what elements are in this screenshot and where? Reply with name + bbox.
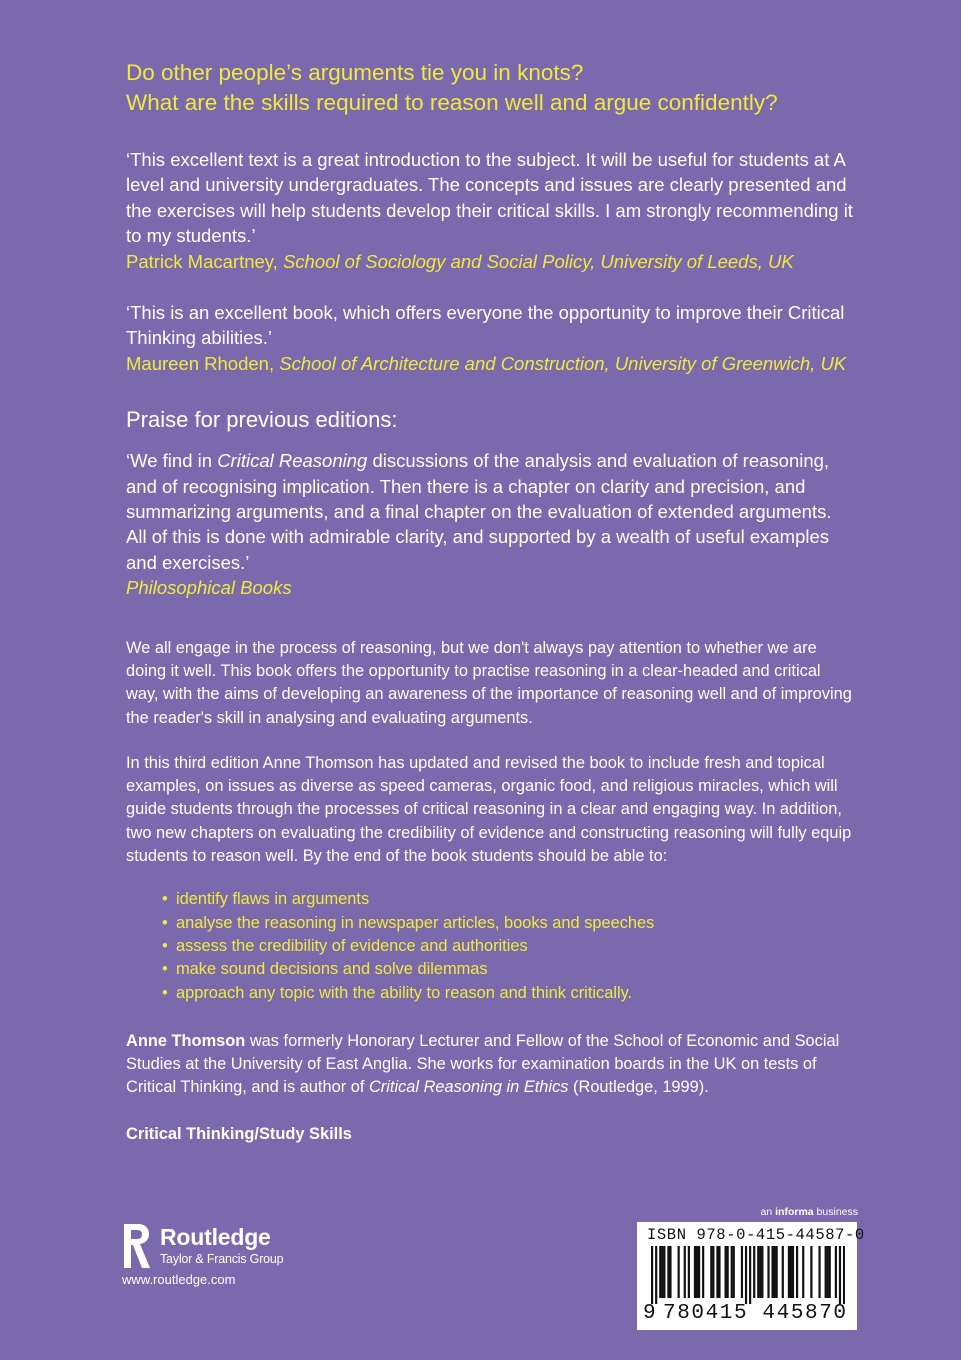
barcode-bar: [759, 1246, 761, 1298]
barcode-bar: [839, 1246, 841, 1304]
author-bio: [126, 1030, 856, 1100]
barcode-bar: [749, 1246, 751, 1304]
informa-business-label: [761, 1206, 858, 1218]
barcode-bar: [727, 1246, 729, 1298]
barcode-bar: [716, 1246, 718, 1298]
testimonial-attribution-2: [126, 351, 856, 376]
barcode-lead-digit: 9: [643, 1302, 656, 1325]
praise-quote-rest: discussions of the analysis and evaluation of reasoning, and of recognising implication. Then there is a chapter on clarity and precision, and summarizing arguments, and a final chapter on the evaluation of extended arguments. All of this is done with admirable clarity, and supported by a wealth of useful examples and exercises.’: [126, 450, 832, 573]
barcode-bar: [684, 1246, 686, 1298]
barcode-bar: [835, 1246, 837, 1298]
list-item-text: assess the credibility of evidence and authorities: [176, 936, 528, 955]
list-item: [162, 958, 856, 981]
headline-line-2: What are the skills required to reason well and argue confidently?: [126, 90, 778, 115]
barcode-bar: [829, 1246, 831, 1298]
barcode-bar: [771, 1246, 773, 1298]
barcode-bar: [788, 1246, 790, 1298]
praise-quote-title: Critical Reasoning: [217, 450, 368, 472]
bullet-icon: •: [162, 913, 168, 932]
testimonial-attribution-1: [126, 249, 856, 274]
barcode-bar: [710, 1246, 712, 1298]
barcode-bar: [712, 1246, 714, 1298]
list-item: [162, 888, 856, 911]
barcode-bar: [776, 1246, 778, 1298]
testimonial-name-1: Patrick Macartney,: [126, 250, 283, 272]
author-name: Anne Thomson: [126, 1031, 246, 1050]
barcode-bar: [651, 1246, 653, 1304]
barcode-bar: [843, 1246, 845, 1304]
headline-line-1: Do other people’s arguments tie you in knots?: [126, 60, 584, 85]
barcode-bar: [733, 1246, 735, 1298]
praise-quote-start: ‘We find in: [126, 450, 218, 472]
subject-category: Critical Thinking/Study Skills: [126, 1124, 352, 1143]
isbn-barcode: [637, 1222, 865, 1330]
barcode-bar: [741, 1246, 743, 1298]
informa-brand: informa: [775, 1206, 814, 1218]
barcode-bar: [667, 1246, 669, 1298]
testimonial-affiliation-1: School of Sociology and Social Policy, University of Leeds, UK: [282, 250, 794, 272]
barcode-bar: [796, 1246, 798, 1298]
testimonial-affiliation-2: School of Architecture and Construction, University of Greenwich, UK: [279, 352, 847, 374]
author-bio-end: (Routledge, 1999).: [568, 1078, 709, 1097]
barcode-bar: [810, 1246, 812, 1298]
bullet-icon: •: [162, 960, 168, 979]
barcode-bar: [825, 1246, 827, 1298]
description-paragraph-1: We all engage in the process of reasoning, but we don't always pay attention to whether we are doing it well. This book offers the opportunity to practise reasoning in a clear-headed and critical way, with the aims of developing an awareness of the importance of reasoning well and of improving the reader's skill in analysing and evaluating arguments.: [126, 638, 852, 727]
barcode-bar: [698, 1246, 700, 1298]
publisher-group: Taylor & Francis Group: [160, 1252, 284, 1266]
publisher-url: www.routledge.com: [122, 1272, 236, 1287]
learning-outcomes-list: [126, 888, 856, 1004]
praise-quote: [126, 448, 856, 575]
barcode-bar: [802, 1246, 804, 1298]
list-item: [162, 912, 856, 935]
barcode-bar: [669, 1246, 671, 1298]
informa-prefix: an: [760, 1206, 776, 1218]
praise-source-title: Philosophical Books: [126, 577, 292, 599]
barcode-bar: [774, 1246, 776, 1298]
list-item-text: approach any topic with the ability to reason and think critically.: [176, 983, 633, 1002]
barcode-bar: [659, 1246, 661, 1298]
description-paragraph-2: In this third edition Anne Thomson has updated and revised the book to include fresh and topical examples, on issues as diverse as speed cameras, organic food, and religious miracles, which will guide students through the processes of critical reasoning in a clear and engaging way. In addition, two new chapters on evaluating the credibility of evidence and constructing reasoning will fully equip students to reason well. By the end of the book students should be able to:: [126, 753, 852, 866]
barcode-bar: [818, 1246, 820, 1298]
barcode-bar: [661, 1246, 663, 1298]
barcode-bar: [745, 1246, 747, 1304]
barcode-bars: [651, 1246, 845, 1304]
informa-suffix: business: [813, 1206, 858, 1218]
author-bio-start: was formerly Honorary Lecturer and Fellow of the School of Economic and Social Studies at the University of East Anglia. She works for examination boards in the UK on tests of Critical Thinking, and is author of: [126, 1031, 840, 1097]
routledge-r-icon: [122, 1222, 152, 1270]
praise-source: [126, 575, 856, 600]
isbn-label: ISBN 978-0-415-44587-0: [647, 1226, 865, 1244]
bullet-icon: •: [162, 936, 168, 955]
barcode-bar: [790, 1246, 792, 1298]
barcode-digits: 780415 445870: [663, 1302, 848, 1325]
barcode-bar: [718, 1246, 720, 1298]
list-item-text: analyse the reasoning in newspaper articles, books and speeches: [176, 913, 655, 932]
barcode-bar: [663, 1246, 665, 1298]
list-item: [162, 982, 856, 1005]
bullet-icon: •: [162, 983, 168, 1002]
barcode-bar: [678, 1246, 680, 1298]
barcode-bar: [753, 1246, 755, 1298]
barcode-bar: [696, 1246, 698, 1298]
barcode-bar: [725, 1246, 727, 1298]
author-book-title: Critical Reasoning in Ethics: [368, 1078, 569, 1097]
barcode-bar: [792, 1246, 794, 1298]
barcode-bar: [655, 1246, 657, 1304]
barcode-bar: [757, 1246, 759, 1298]
barcode-bar: [688, 1246, 690, 1298]
praise-heading: Praise for previous editions:: [126, 407, 398, 433]
bullet-icon: •: [162, 890, 168, 909]
barcode-bar: [767, 1246, 769, 1298]
barcode-bar: [761, 1246, 763, 1298]
testimonial-quote-2: ‘This is an excellent book, which offers everyone the opportunity to improve their Critical Thinking abilities.’: [126, 302, 845, 349]
barcode-bar: [782, 1246, 784, 1298]
routledge-logo: [122, 1222, 322, 1292]
barcode-bar: [694, 1246, 696, 1298]
barcode-bar: [731, 1246, 733, 1298]
list-item-text: identify flaws in arguments: [176, 890, 370, 909]
barcode-bar: [702, 1246, 704, 1298]
back-cover-content: [126, 58, 856, 1145]
testimonial-name-2: Maureen Rhoden,: [126, 352, 280, 374]
list-item: [162, 935, 856, 958]
barcode-bar: [827, 1246, 829, 1298]
list-item-text: make sound decisions and solve dilemmas: [176, 960, 488, 979]
publisher-name: Routledge: [160, 1224, 271, 1250]
testimonial-quote-1: ‘This excellent text is a great introduction to the subject. It will be useful for students at A level and university undergraduates. The concepts and issues are clearly presented and the exercises will help students develop their critical skills. I am strongly recommending it to my students.’: [126, 149, 853, 247]
